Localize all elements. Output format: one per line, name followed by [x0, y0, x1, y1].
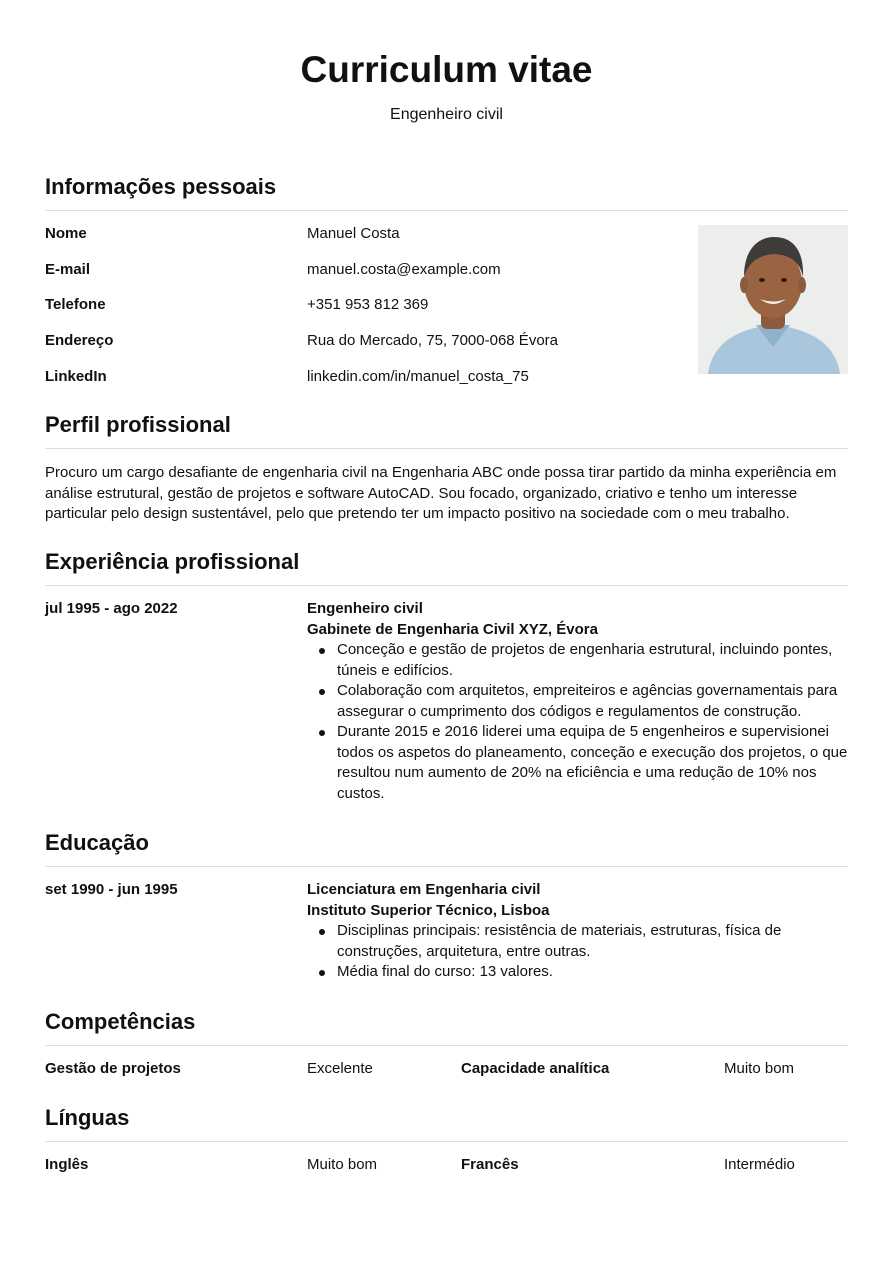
field-label: Endereço [45, 332, 114, 349]
section-title-languages: Línguas [45, 1104, 848, 1142]
section-title-profile: Perfil profissional [45, 411, 848, 449]
field-label: E-mail [45, 261, 91, 278]
section-title-education: Educação [45, 829, 848, 867]
degree-title: Licenciatura em Engenharia civil [307, 881, 541, 898]
entry-details [307, 880, 848, 983]
field-value: +351 953 812 369 [307, 296, 429, 313]
field-value: manuel.costa@example.com [307, 261, 501, 278]
employer: Gabinete de Engenharia Civil XYZ, Évora [307, 620, 598, 638]
entry-details [307, 599, 848, 804]
entry-dates: set 1990 - jun 1995 [45, 881, 178, 898]
education-details-list [307, 921, 848, 983]
field-value: linkedin.com/in/manuel_costa_75 [307, 368, 529, 385]
field-value: Manuel Costa [307, 225, 400, 242]
language-level: Intermédio [724, 1156, 795, 1173]
list-item: Durante 2015 e 2016 liderei uma equipa de 5 engenheiros e supervisionei todos os aspetos do planeamento, conceção e execução dos projetos, o que resultou num aumento de 20% na eficiência e uma redução de 10% nos custos. [337, 722, 848, 804]
language-name: Francês [461, 1156, 519, 1173]
section-title-personal: Informações pessoais [45, 173, 848, 211]
field-label: Nome [45, 225, 87, 242]
skill-level: Excelente [307, 1060, 373, 1077]
skill-name: Capacidade analítica [461, 1060, 610, 1077]
profile-summary: Procuro um cargo desafiante de engenharia civil na Engenharia ABC onde possa tirar partido da minha experiência em análise estrutural, gestão de projetos e software AutoCAD. Sou focado, organizado, criativo e tenho um interesse particular pelo design sustentável, pelo que pretendo ter um impacto positivo na sociedade com o meu trabalho. [45, 464, 837, 522]
list-item: Colaboração com arquitetos, empreiteiros e agências governamentais para assegurar o cumprimento dos códigos e regulamentos de construção. [337, 681, 848, 722]
job-title: Engenheiro civil [307, 600, 423, 617]
language-name: Inglês [45, 1156, 89, 1173]
field-label: LinkedIn [45, 368, 107, 385]
institution: Instituto Superior Técnico, Lisboa [307, 901, 550, 919]
profile-photo [698, 225, 848, 374]
responsibility-list [307, 640, 848, 804]
list-item: Conceção e gestão de projetos de engenharia estrutural, incluindo pontes, túneis e edifícios. [337, 640, 848, 681]
field-label: Telefone [45, 296, 106, 313]
language-level: Muito bom [307, 1156, 378, 1173]
entry-dates: jul 1995 - ago 2022 [45, 600, 178, 617]
document-subtitle: Engenheiro civil [390, 106, 503, 123]
section-title-skills: Competências [45, 1008, 848, 1046]
list-item: Média final do curso: 13 valores. [337, 962, 848, 983]
field-value: Rua do Mercado, 75, 7000-068 Évora [307, 332, 558, 349]
list-item: Disciplinas principais: resistência de materiais, estruturas, física de construções, arquitetura, entre outras. [337, 921, 848, 962]
document-title: Curriculum vitae [300, 49, 593, 90]
skill-name: Gestão de projetos [45, 1060, 181, 1077]
skill-level: Muito bom [724, 1060, 795, 1077]
section-title-experience: Experiência profissional [45, 548, 848, 586]
